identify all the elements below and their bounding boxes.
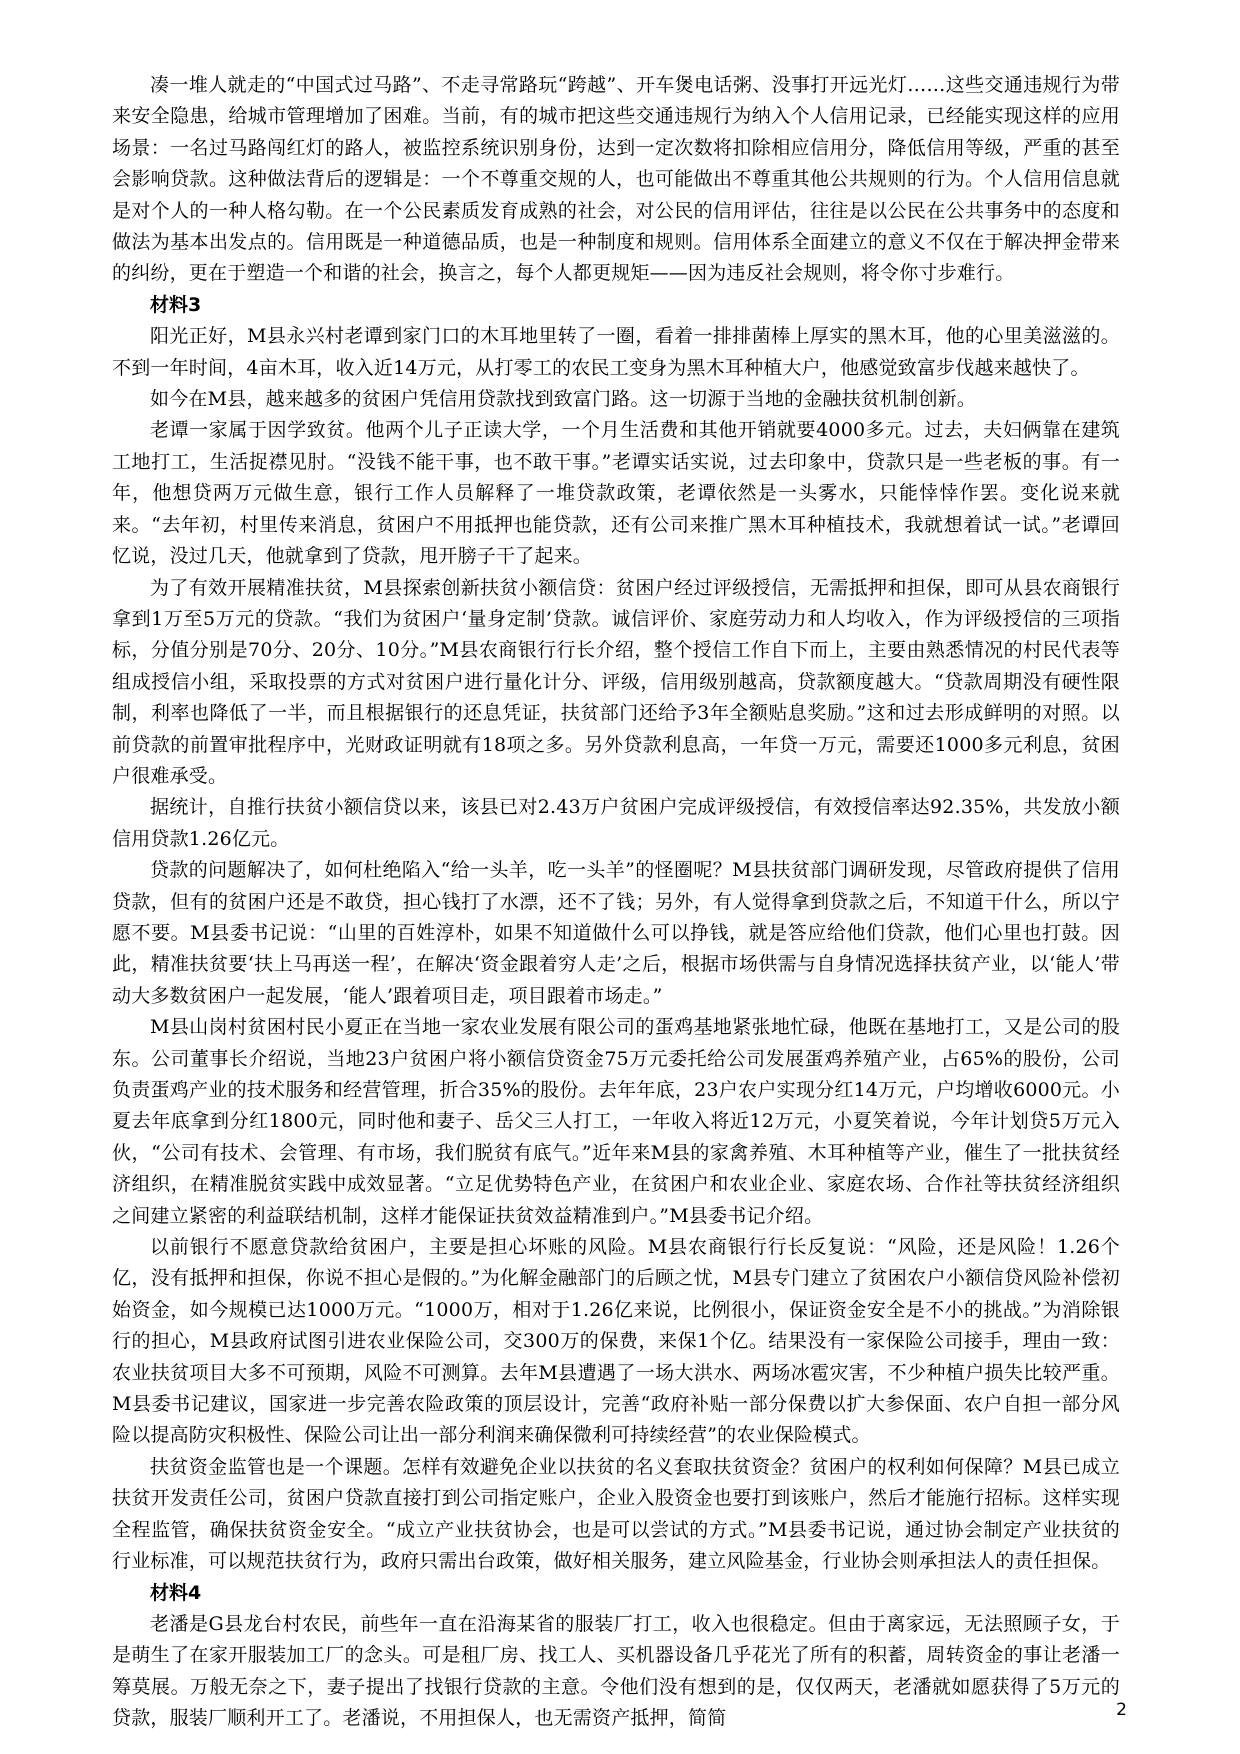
paragraph: 老谭一家属于因学致贫。他两个儿子正读大学，一个月生活费和其他开销就要4000多元。过去，夫妇俩靠在建筑工地打工，生活捉襟见肘。“没钱不能干事，也不敢干事。”老谭实话实说，过去印象中，贷款只是一些老板的事。有一年，他想贷两万元做生意，银行工作人员解释了一堆贷款政策，老谭依然是一头雾水，只能悻悻作罢。变化说来就来。“去年初，村里传来消息，贫困户不用抵押也能贷款，还有公司来推广黑木耳种植技术，我就想着试一试。”老谭回忆说，没过几天，他就拿到了贷款，甩开膀子干了起来。 (112, 419, 1120, 568)
paragraph: 贷款的问题解决了，如何杜绝陷入“给一头羊，吃一头羊”的怪圈呢？M县扶贫部门调研发现，尽管政府提供了信用贷款，但有的贫困户还是不敢贷，担心钱打了水漂，还不了钱；另外，有人觉得拿到贷款之后，不知道干什么，所以宁愿不要。M县委书记说：“山里的百姓淳朴，如果不知道做什么可以挣钱，就是答应给他们贷款，他们心里也打鼓。因此，精准扶贫要‘扶上马再送一程’，在解决‘资金跟着穷人走’之后，根据市场供需与自身情况选择扶贫产业，以‘能人’带动大多数贫困户一起发展，‘能人’跟着项目走，项目跟着市场走。” (112, 859, 1120, 1007)
section-heading-material-4: 材料4 (150, 1581, 202, 1604)
page-number: 2 (1116, 1700, 1127, 1720)
paragraph: 据统计，自推行扶贫小额信贷以来，该县已对2.43万户贫困户完成评级授信，有效授信率达92.35%，共发放小额信用贷款1.26亿元。 (112, 796, 1120, 850)
paragraph: 以前银行不愿意贷款给贫困户，主要是担心坏账的风险。M县农商银行行长反复说：“风险，还是风险！1.26个亿，没有抵押和担保，你说不担心是假的。”为化解金融部门的后顾之忧，M县专门建立了贫困农户小额信贷风险补偿初始资金，如今规模已达1000万元。“1000万，相对于1.26亿来说，比例很小，保证资金安全是不小的挑战。”为消除银行的担心，M县政府试图引进农业保险公司，交300万的保费，来保1个亿。结果没有一家保险公司接手，理由一致：农业扶贫项目大多不可预期，风险不可测算。去年M县遭遇了一场大洪水、两场冰雹灾害，不少种植户损失比较严重。M县委书记建议，国家进一步完善农险政策的顶层设计，完善“政府补贴一部分保费以扩大参保面、农户自担一部分风险以提高防灾积极性、保险公司让出一部分利润来确保微利可持续经营”的农业保险模式。 (112, 1236, 1120, 1447)
paragraph: 扶贫资金监管也是一个课题。怎样有效避免企业以扶贫的名义套取扶贫资金？贫困户的权利如何保障？M县已成立扶贫开发责任公司，贫困户贷款直接打到公司指定账户，企业入股资金也要打到该账户，然后才能施行招标。这样实现全程监管，确保扶贫资金安全。“成立产业扶贫协会，也是可以尝试的方式。”M县委书记说，通过协会制定产业扶贫的行业标准，可以规范扶贫行为，政府只需出台政策，做好相关服务，建立风险基金，行业协会则承担法人的责任担保。 (112, 1455, 1120, 1573)
paragraph: M县山岗村贫困村民小夏正在当地一家农业发展有限公司的蛋鸡基地紧张地忙碌，他既在基地打工，又是公司的股东。公司董事长介绍说，当地23户贫困户将小额信贷资金75万元委托给公司发展蛋鸡养殖产业，占65%的股份，公司负责蛋鸡产业的技术服务和经营管理，折合35%的股份。去年年底，23户农户实现分红14万元，户均增收6000元。小夏去年底拿到分红1800元，同时他和妻子、岳父三人打工，一年收入将近12万元，小夏笑着说，今年计划贷5万元入伙，“公司有技术、会管理、有市场，我们脱贫有底气。”近年来M县的家禽养殖、木耳种植等产业，催生了一批扶贫经济组织，在精准脱贫实践中成效显著。“立足优势特色产业，在贫困户和农业企业、家庭农场、合作社等扶贫经济组织之间建立紧密的利益联结机制，这样才能保证扶贫效益精准到户。”M县委书记介绍。 (112, 1016, 1120, 1227)
paragraph: 阳光正好，M县永兴村老谭到家门口的木耳地里转了一圈，看着一排排菌棒上厚实的黑木耳，他的心里美滋滋的。不到一年时间，4亩木耳，收入近14万元，从打零工的农民工变身为黑木耳种植大户，他感觉致富步伐越来越快了。 (112, 325, 1120, 379)
paragraph: 为了有效开展精准扶贫，M县探索创新扶贫小额信贷：贫困户经过评级授信，无需抵押和担保，即可从县农商银行拿到1万至5万元的贷款。“我们为贫困户‘量身定制’贷款。诚信评价、家庭劳动力和人均收入，作为评级授信的三项指标，分值分别是70分、20分、10分。”M县农商银行行长介绍，整个授信工作自下而上，主要由熟悉情况的村民代表等组成授信小组，采取投票的方式对贫困户进行量化计分、评级，信用级别越高，贷款额度越大。“贷款周期没有硬性限制，利率也降低了一半，而且根据银行的还息凭证，扶贫部门还给予3年全额贴息奖励。”这和过去形成鲜明的对照。以前贷款的前置审批程序中，光财政证明就有18项之多。另外贷款利息高，一年贷一万元，需要还1000多元利息，贫困户很难承受。 (112, 576, 1120, 787)
document-page (112, 70, 1120, 1735)
paragraph: 老潘是G县龙台村农民，前些年一直在沿海某省的服装厂打工，收入也很稳定。但由于离家远，无法照顾子女，于是萌生了在家开服装加工厂的念头。可是租厂房、找工人、买机器设备几乎花光了所有的积蓄，周转资金的事让老潘一筹莫展。万般无奈之下，妻子提出了找银行贷款的主意。令他们没有想到的是，仅仅两天，老潘就如愿获得了5万元的贷款，服装厂顺利开工了。老潘说，不用担保人，也无需资产抵押，简简 (112, 1612, 1120, 1730)
paragraph: 凑一堆人就走的“中国式过马路”、不走寻常路玩“跨越”、开车煲电话粥、没事打开远光灯……这些交通违规行为带来安全隐患，给城市管理增加了困难。当前，有的城市把这些交通违规行为纳入个人信用记录，已经能实现这样的应用场景：一名过马路闯红灯的路人，被监控系统识别身份，达到一定次数将扣除相应信用分，降低信用等级，严重的甚至会影响贷款。这种做法背后的逻辑是：一个不尊重交规的人，也可能做出不尊重其他公共规则的行为。个人信用信息就是对个人的一种人格勾勒。在一个公民素质发育成熟的社会，对公民的信用评估，往往是以公民在公共事务中的态度和做法为基本出发点的。信用既是一种道德品质，也是一种制度和规则。信用体系全面建立的意义不仅在于解决押金带来的纠纷，更在于塑造一个和谐的社会，换言之，每个人都更规矩——因为违反社会规则，将令你寸步难行。 (112, 74, 1120, 285)
section-heading-material-3: 材料3 (150, 293, 202, 316)
paragraph: 如今在M县，越来越多的贫困户凭信用贷款找到致富门路。这一切源于当地的金融扶贫机制创新。 (150, 388, 977, 411)
